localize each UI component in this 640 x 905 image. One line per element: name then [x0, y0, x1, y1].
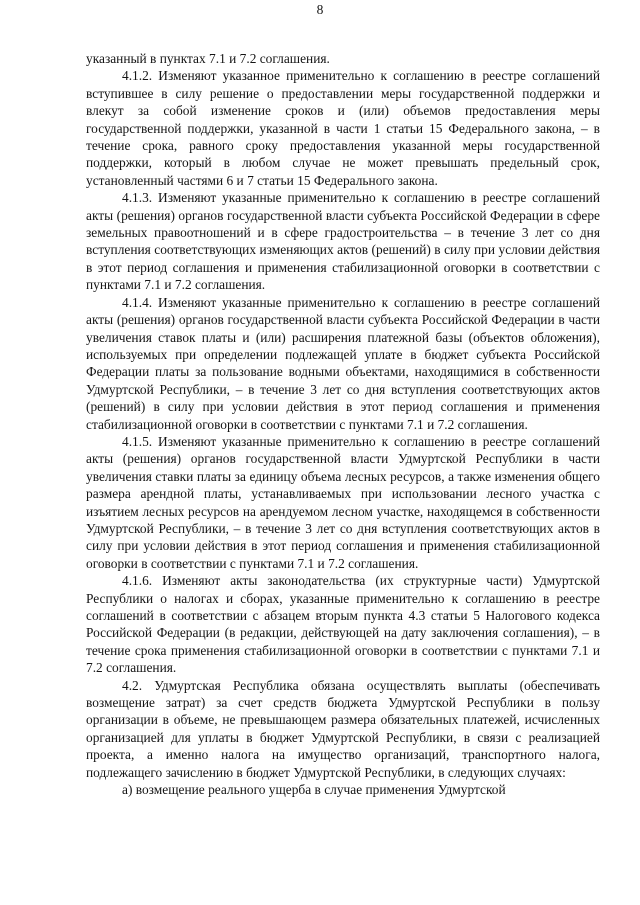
paragraph-4-2-a: а) возмещение реального ущерба в случае применения Удмуртской — [122, 782, 506, 798]
paragraph-4-2: 4.2. Удмуртская Республика обязана осуществлять выплаты (обеспечивать возмещение затрат) за счет средств бюджета Удмуртской Республики в пользу организации в объеме, не превышающем размера обязательных платежей, исчисленных организацией для уплаты в бюджет Удмуртской Республики, в связи с реализацией проекта, а именно налога на имущество организаций, транспортного налога, подлежащего зачислению в бюджет Удмуртской Республики, в следующих случаях: — [86, 677, 600, 780]
page-number: 8 — [316, 2, 324, 17]
paragraph-4-1-2: 4.1.2. Изменяют указанное применительно к соглашению в реестре соглашений вступившее в силу решение о предоставлении меры государственной поддержки и влекут за собой изменение сроков и (или) объемов предоставления меры государственной поддержки, указанной в части 1 статьи 15 Федерального закона, – в течение срока, равного сроку предоставления указанной меры государственной поддержки, который в любом случае не может превышать предельный срок, установленный частями 6 и 7 статьи 15 Федерального закона. — [86, 68, 600, 188]
document-body — [86, 50, 600, 798]
paragraph-4-1-3: 4.1.3. Изменяют указанные применительно к соглашению в реестре соглашений акты (решения) органов государственной власти субъекта Российской Федерации в сфере земельных правоотношений и в сфере градостроительства – в течение 3 лет со дня вступления соответствующих изменяющих актов (решений) в силу при условии действия в этот период соглашения и применения стабилизационной оговорки в соответствии с пунктами 7.1 и 7.2 соглашения. — [86, 190, 600, 293]
paragraph-4-1-5: 4.1.5. Изменяют указанные применительно к соглашению в реестре соглашений акты (решения) органов государственной власти Удмуртской Республики в части увеличения ставки платы за единицу объема лесных ресурсов, а также изменения общего размера арендной платы, устанавливаемых при использовании лесного участка с изъятием лесных ресурсов на арендуемом лесном участке, находящемся в собственности Удмуртской Республики, – в течение 3 лет со дня вступления соответствующих актов в силу при условии действия в этот период соглашения и применения стабилизационной оговорки в соответствии с пунктами 7.1 и 7.2 соглашения. — [86, 433, 600, 571]
paragraph-continuation: указанный в пунктах 7.1 и 7.2 соглашения. — [86, 51, 330, 66]
paragraph-4-1-4: 4.1.4. Изменяют указанные применительно к соглашению в реестре соглашений акты (решения) органов государственной власти субъекта Российской Федерации в части увеличения ставок платы и (или) расширения платежной базы (объектов обложения), используемых при определении подлежащей уплате в бюджет субъекта Российской Федерации платы за пользование водными объектами, находящимися в собственности Удмуртской Республики, – в течение 3 лет со дня вступления соответствующих актов (решений) в силу при условии действия в этот период соглашения и применения стабилизационной оговорки в соответствии с пунктами 7.1 и 7.2 соглашения. — [86, 294, 600, 432]
paragraph-4-1-6: 4.1.6. Изменяют акты законодательства (их структурные части) Удмуртской Республики о налогах и сборах, указанные применительно к соглашению в реестре соглашений в соответствии с абзацем вторым пункта 4.3 статьи 5 Налогового кодекса Российской Федерации (в редакции, действующей на дату заключения соглашения), – в течение срока применения стабилизационной оговорки в соответствии с пунктами 7.1 и 7.2 соглашения. — [86, 573, 600, 676]
